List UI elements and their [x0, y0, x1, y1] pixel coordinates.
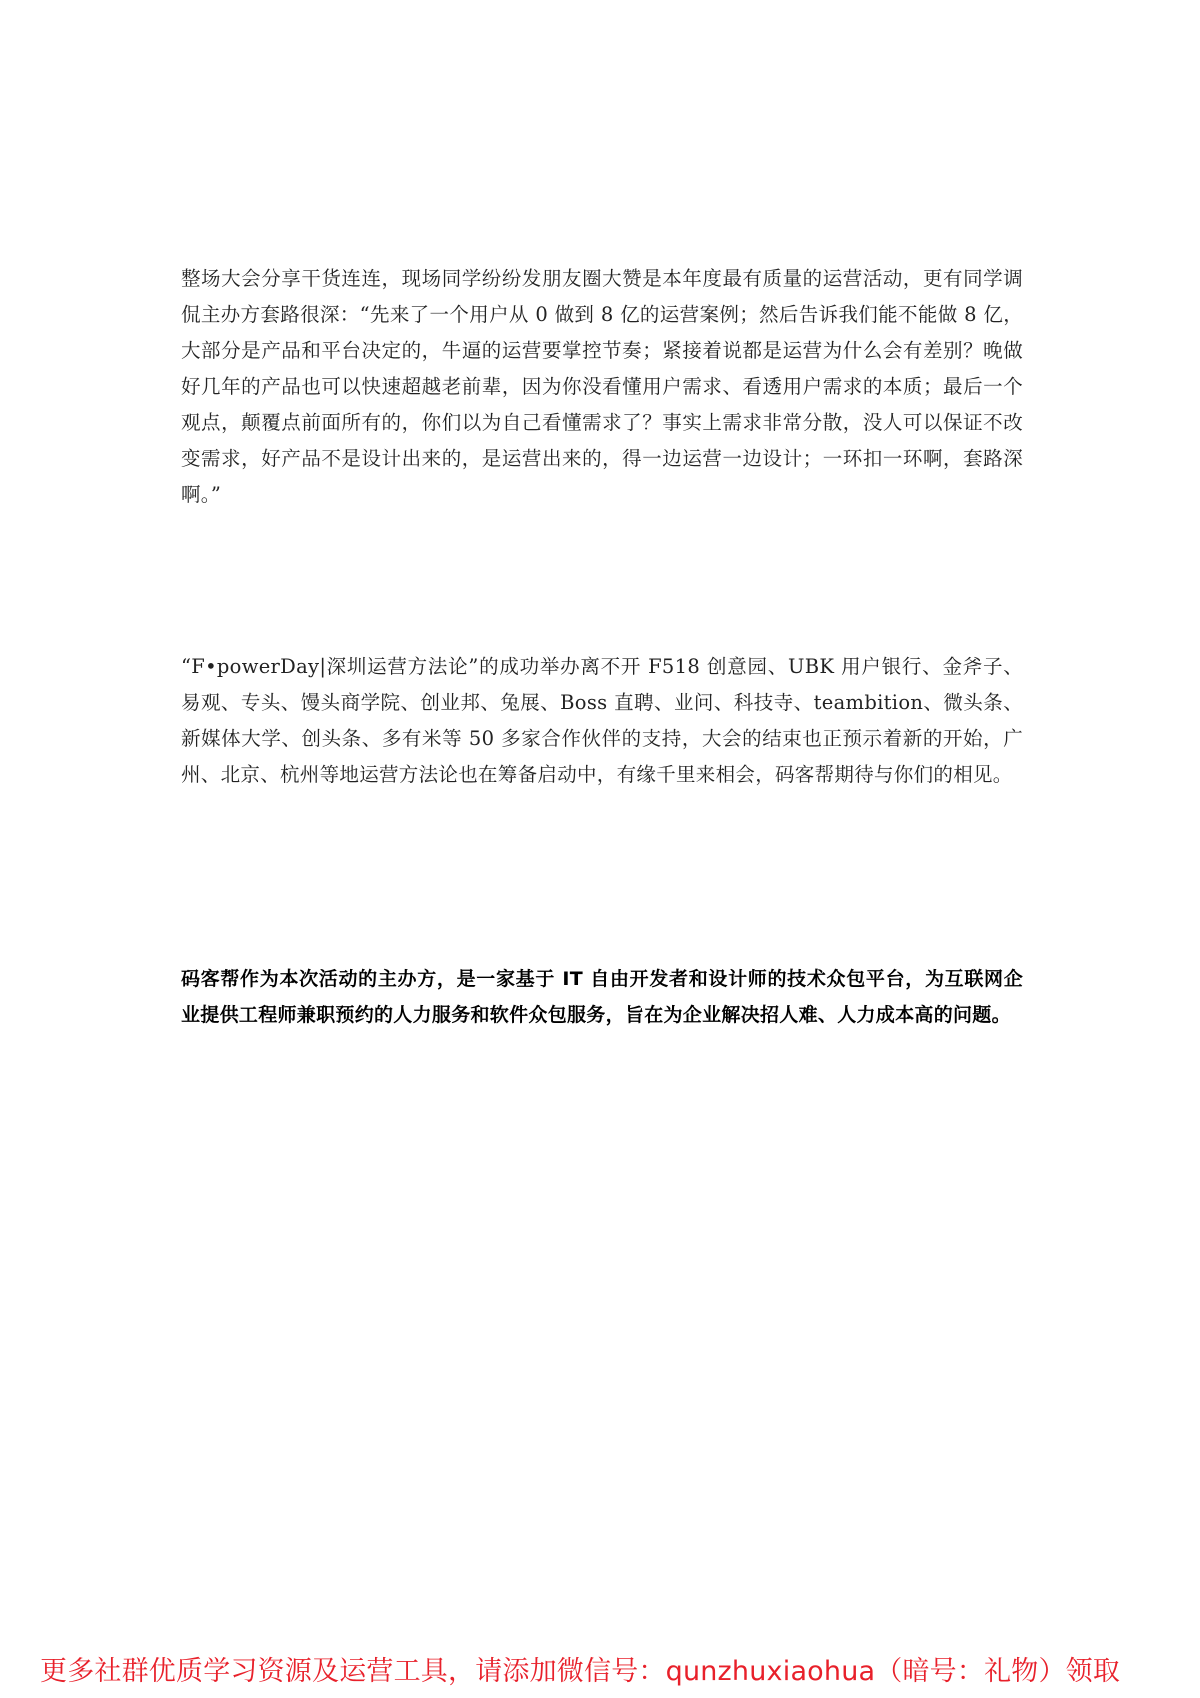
footer-promo-banner: 更多社群优质学习资源及运营工具，请添加微信号：qunzhuxiaohua（暗号：礼物）领取	[40, 1656, 1121, 1687]
paragraph-organizer: 码客帮作为本次活动的主办方，是一家基于 IT 自由开发者和设计师的技术众包平台，为互联网企业提供工程师兼职预约的人力服务和软件众包服务，旨在为企业解决招人难、人力成本高的问题。	[181, 968, 1023, 1026]
paragraph-summary: 整场大会分享干货连连，现场同学纷纷发朋友圈大赞是本年度最有质量的运营活动，更有同学调侃主办方套路很深：“先来了一个用户从 0 做到 8 亿的运营案例；然后告诉我们能不能做 8 亿，大部分是产品和平台决定的，牛逼的运营要掌控节奏；紧接着说都是运营为什么会有差别？晚做好几年的产品也可以快速超越老前辈，因为你没看懂用户需求、看透用户需求的本质；最后一个观点，颠覆点前面所有的，你们以为自己看懂需求了？事实上需求非常分散，没人可以保证不改变需求，好产品不是设计出来的，是运营出来的，得一边运营一边设计；一环扣一环啊，套路深啊。”	[181, 267, 1023, 506]
paragraph-partners: “F•powerDay|深圳运营方法论”的成功举办离不开 F518 创意园、UBK 用户银行、金斧子、易观、专头、馒头商学院、创业邦、兔展、Boss 直聘、业问、科技寺、teambition、微头条、新媒体大学、创头条、多有米等 50 多家合作伙伴的支持，大会的结束也正预示着新的开始，广州、北京、杭州等地运营方法论也在筹备启动中，有缘千里来相会，码客帮期待与你们的相见。	[181, 655, 1023, 786]
